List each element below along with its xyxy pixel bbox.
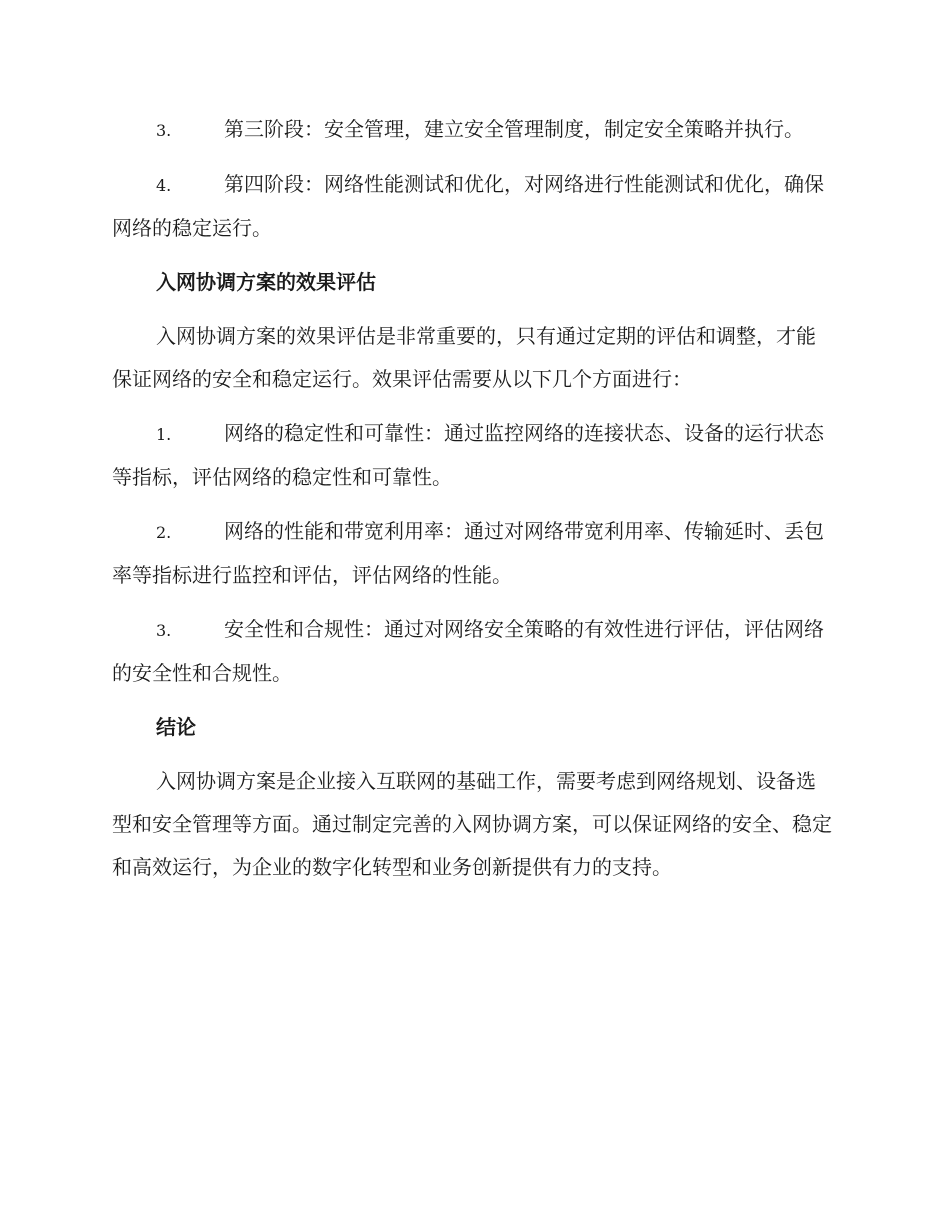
list-item: [112, 108, 834, 152]
list-number: 4.: [156, 176, 172, 195]
list-number: 1.: [156, 425, 172, 444]
list-text: 第三阶段：安全管理，建立安全管理制度，制定安全策略并执行。: [224, 117, 804, 141]
list-text: 网络的性能和带宽利用率：通过对网络带宽利用率、传输延时、丢包率等指标进行监控和评估，评估网络的性能。: [112, 519, 824, 587]
section-heading-evaluation: 入网协调方案的效果评估: [156, 270, 376, 294]
list-text: 网络的稳定性和可靠性：通过监控网络的连接状态、设备的运行状态等指标，评估网络的稳定性和可靠性。: [112, 421, 824, 489]
list-item: [112, 608, 834, 695]
list-text: 安全性和合规性：通过对网络安全策略的有效性进行评估，评估网络的安全性和合规性。: [112, 617, 824, 685]
list-item: [112, 510, 834, 597]
list-item: [112, 163, 834, 250]
evaluation-intro-paragraph: 入网协调方案的效果评估是非常重要的，只有通过定期的评估和调整，才能保证网络的安全和稳定运行。效果评估需要从以下几个方面进行：: [112, 324, 816, 391]
section-heading-conclusion: 结论: [156, 715, 196, 739]
list-number: 3.: [156, 621, 172, 640]
list-text: 第四阶段：网络性能测试和优化，对网络进行性能测试和优化，确保网络的稳定运行。: [112, 172, 824, 240]
list-number: 3.: [156, 121, 172, 140]
document-page: [112, 108, 834, 900]
list-number: 2.: [156, 523, 172, 542]
conclusion-paragraph: 入网协调方案是企业接入互联网的基础工作，需要考虑到网络规划、设备选型和安全管理等方面。通过制定完善的入网协调方案，可以保证网络的安全、稳定和高效运行，为企业的数字化转型和业务创新提供有力的支持。: [112, 769, 832, 879]
list-item: [112, 412, 834, 499]
